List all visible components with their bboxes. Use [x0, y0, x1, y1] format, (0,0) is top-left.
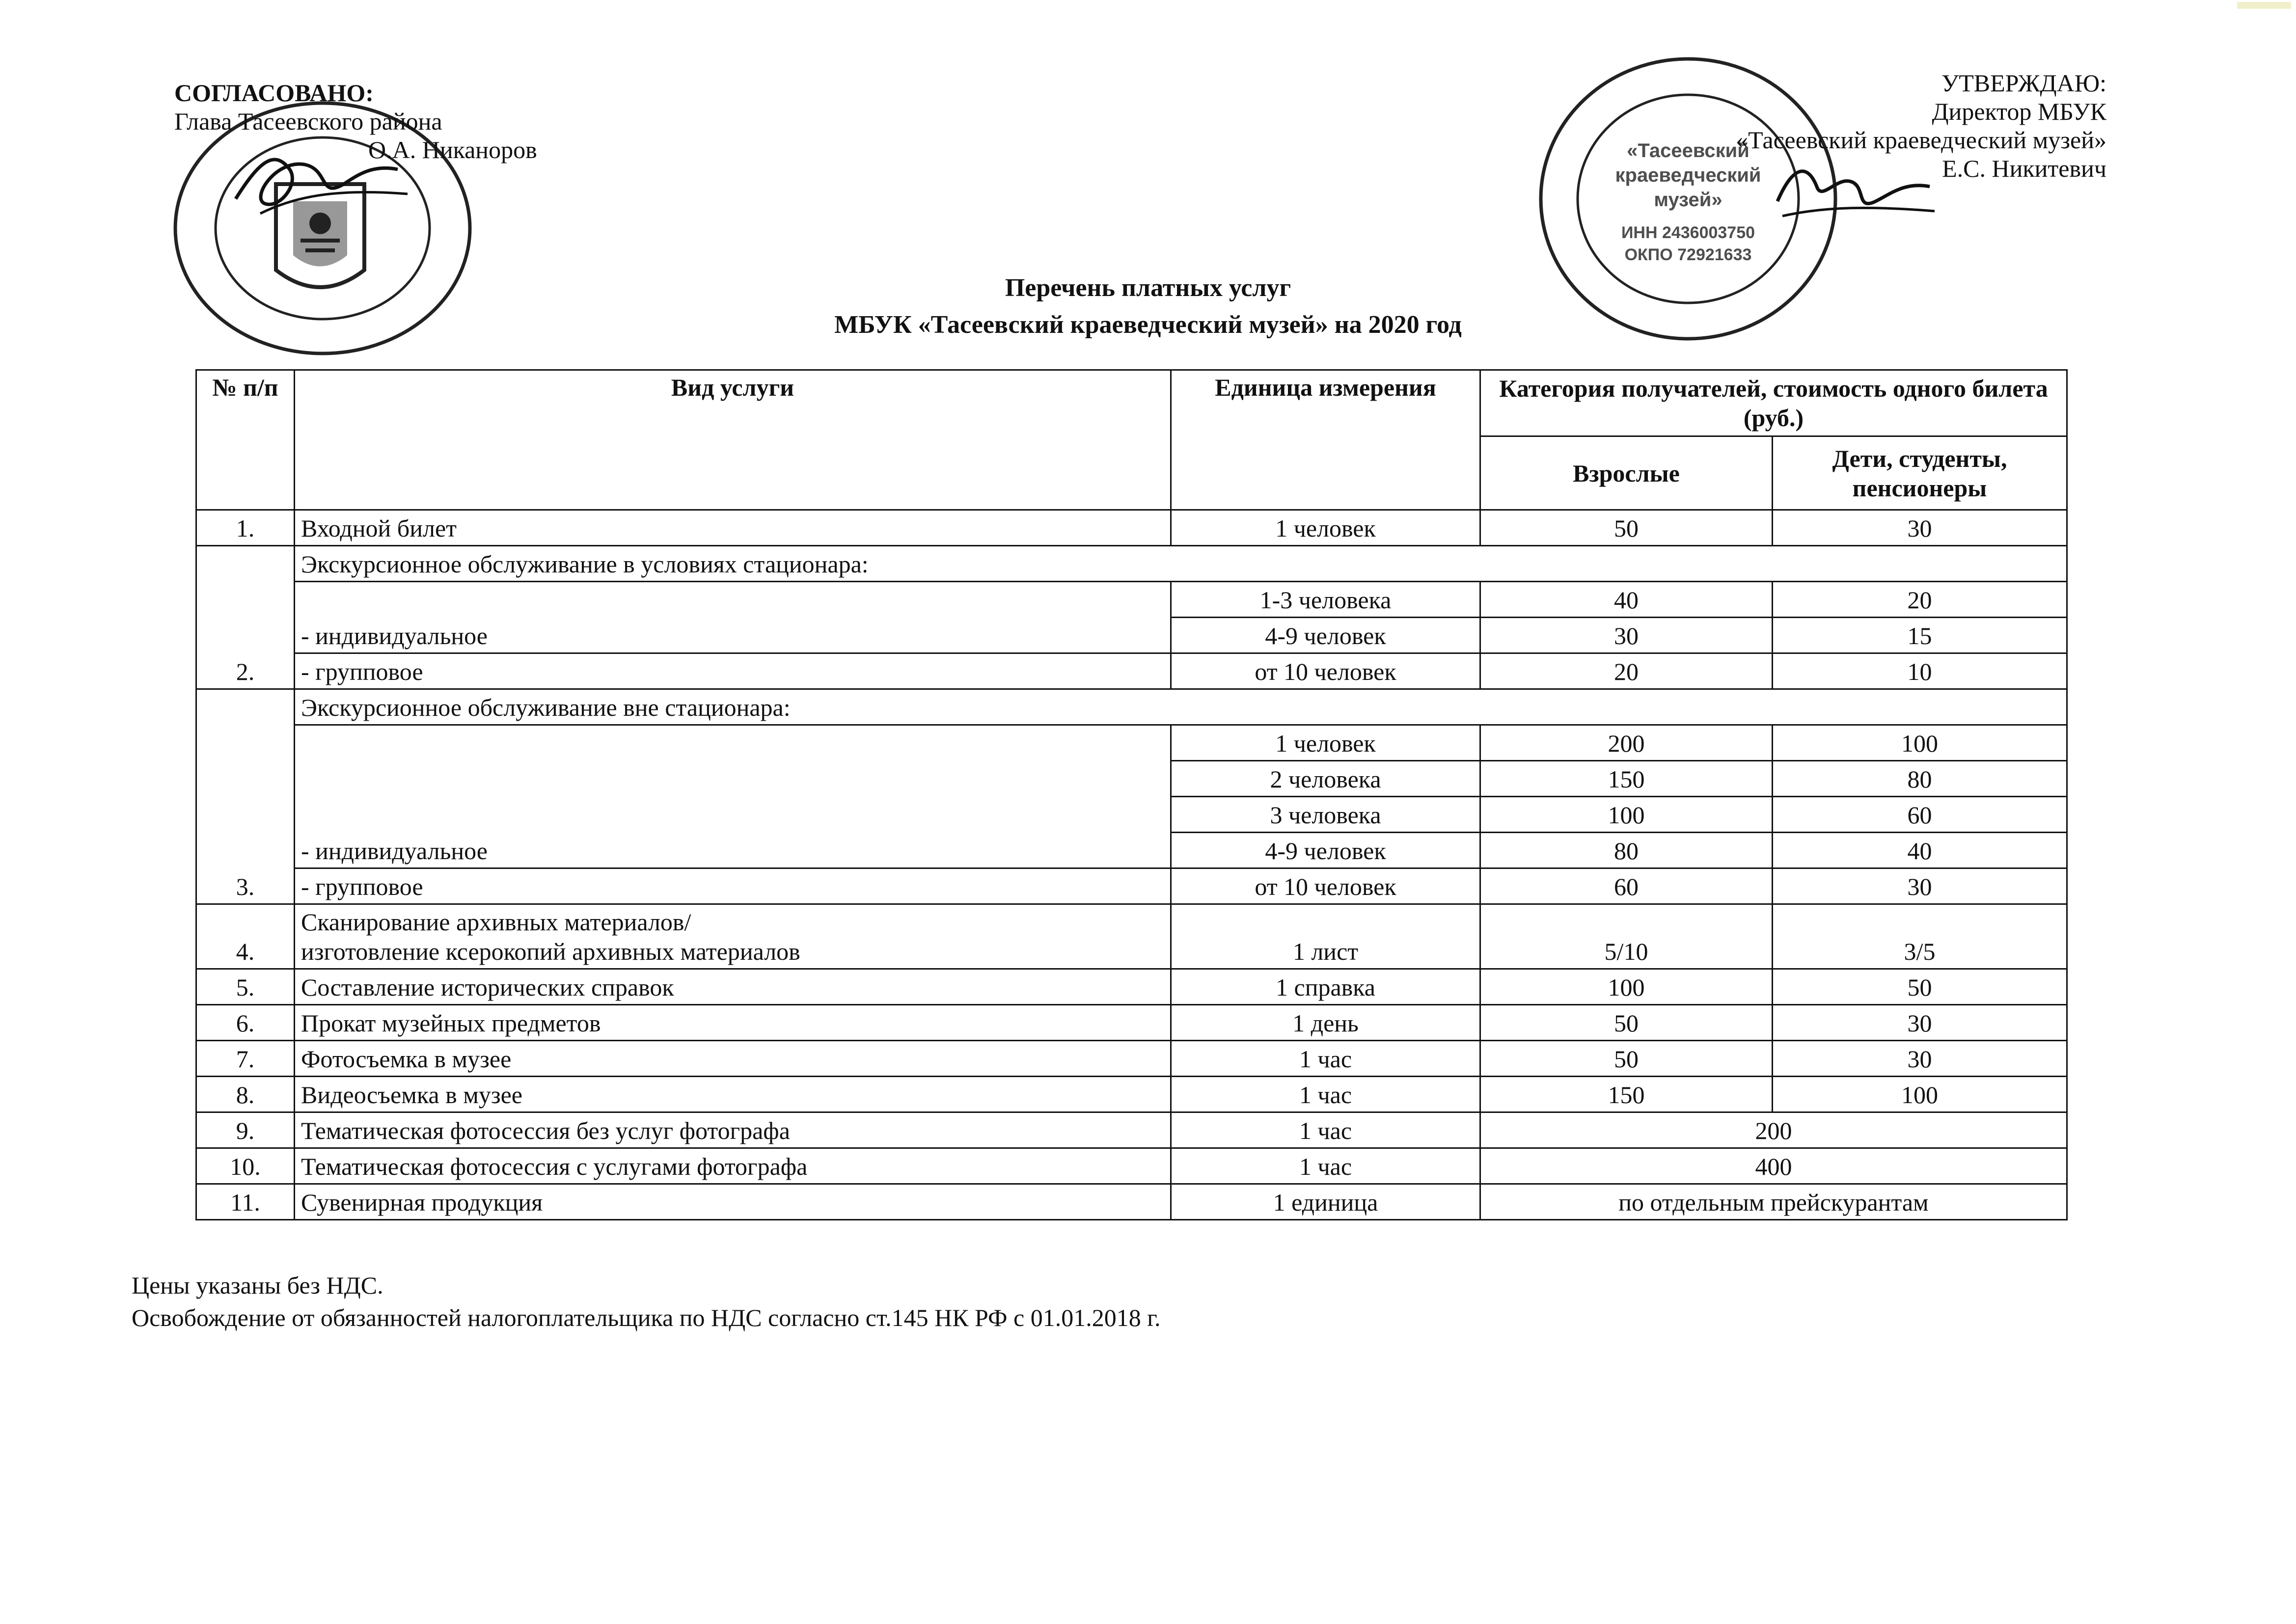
row-unit: 1 справка [1171, 969, 1480, 1005]
row-adults: 30 [1480, 618, 1773, 653]
row-unit: от 10 человек [1171, 868, 1480, 904]
row-num: 6. [196, 1005, 295, 1041]
row-children: 40 [1773, 833, 2067, 868]
row-num: 2. [196, 546, 295, 689]
row-children: 60 [1773, 797, 2067, 833]
approval-left-position: Глава Тасеевского района [174, 108, 442, 135]
approval-right-position: Директор МБУК [1932, 98, 2106, 125]
svg-text:музей»: музей» [1654, 189, 1722, 211]
row-unit: 1 единица [1171, 1184, 1480, 1220]
row-unit: 1 человек [1171, 510, 1480, 546]
table-row [196, 969, 2067, 1005]
header-unit: Единица измерения [1171, 370, 1480, 510]
row-service [295, 904, 1171, 969]
row-service: Видеосъемка в музее [295, 1077, 1171, 1112]
header-num: № п/п [196, 370, 295, 510]
row-num: 8. [196, 1077, 295, 1112]
row-adults: 200 [1480, 725, 1773, 761]
row-num: 11. [196, 1184, 295, 1220]
row-children: 3/5 [1773, 904, 2067, 969]
footer-exemption-note: Освобождение от обязанностей налогоплательщика по НДС согласно ст.145 НК РФ с 01.01.2018 г. [132, 1304, 1161, 1331]
footer-notes [132, 1269, 1161, 1334]
table-row [196, 1112, 2067, 1148]
row-adults: 50 [1480, 510, 1773, 546]
row-num: 4. [196, 904, 295, 969]
row-service: Сувенирная продукция [295, 1184, 1171, 1220]
row-children: 100 [1773, 725, 2067, 761]
approval-left-heading: СОГЛАСОВАНО: [174, 79, 374, 107]
row-service: - групповое [295, 868, 1171, 904]
row-service: Прокат музейных предметов [295, 1005, 1171, 1041]
row-service: - индивидуальное [295, 725, 1171, 868]
table-row [196, 689, 2067, 725]
row-num: 5. [196, 969, 295, 1005]
approval-right [1736, 69, 2106, 183]
row-unit: 1 день [1171, 1005, 1480, 1041]
table-row [196, 653, 2067, 689]
row-num: 3. [196, 689, 295, 904]
row-adults: 40 [1480, 582, 1773, 618]
row-unit: 1 час [1171, 1041, 1480, 1077]
services-price-table [195, 369, 2068, 1220]
row-children: 30 [1773, 1005, 2067, 1041]
row-unit: 1 час [1171, 1077, 1480, 1112]
row-service: - групповое [295, 653, 1171, 689]
row-unit: 2 человека [1171, 761, 1480, 797]
row-service: Тематическая фотосессия без услуг фотографа [295, 1112, 1171, 1148]
row-adults: 60 [1480, 868, 1773, 904]
table-row [196, 725, 2067, 761]
row-adults: 50 [1480, 1041, 1773, 1077]
row-service: Фотосъемка в музее [295, 1041, 1171, 1077]
row-adults: 100 [1480, 969, 1773, 1005]
approval-left-signer: О.А. Никаноров [368, 136, 537, 163]
table-row [196, 1184, 2067, 1220]
svg-text:«Тасеевский: «Тасеевский [1627, 140, 1749, 162]
row-children: 80 [1773, 761, 2067, 797]
scan-corner-mark [2237, 2, 2291, 9]
header-category: Категория получателей, стоимость одного билета (руб.) [1480, 370, 2067, 436]
row-price: 400 [1480, 1148, 2067, 1184]
table-header-row [196, 370, 2067, 436]
row-num: 7. [196, 1041, 295, 1077]
table-row [196, 904, 2067, 969]
row-unit: 3 человека [1171, 797, 1480, 833]
row-unit: 1 лист [1171, 904, 1480, 969]
row-children: 15 [1773, 618, 2067, 653]
row-children: 50 [1773, 969, 2067, 1005]
row-price: 200 [1480, 1112, 2067, 1148]
row-unit: 4-9 человек [1171, 618, 1480, 653]
table-row [196, 582, 2067, 618]
row-children: 30 [1773, 868, 2067, 904]
row-service-line1: Сканирование архивных материалов/ [301, 908, 691, 936]
table-row [196, 510, 2067, 546]
row-children: 20 [1773, 582, 2067, 618]
row-children: 100 [1773, 1077, 2067, 1112]
row-unit: 1 человек [1171, 725, 1480, 761]
row-children: 10 [1773, 653, 2067, 689]
row-unit: 4-9 человек [1171, 833, 1480, 868]
approval-right-heading: УТВЕРЖДАЮ: [1941, 69, 2106, 97]
row-adults: 150 [1480, 1077, 1773, 1112]
header-adults: Взрослые [1480, 436, 1773, 510]
document-title: Перечень платных услуг [1005, 274, 1291, 302]
document-subtitle: МБУК «Тасеевский краеведческий музей» на 2020 год [834, 311, 1462, 339]
approval-right-organization: «Тасеевский краеведческий музей» [1736, 126, 2106, 154]
table-row [196, 1077, 2067, 1112]
table-row [196, 1148, 2067, 1184]
row-num: 1. [196, 510, 295, 546]
row-service: - индивидуальное [295, 582, 1171, 653]
approval-left [174, 79, 537, 164]
row-children: 30 [1773, 510, 2067, 546]
row-service: Составление исторических справок [295, 969, 1171, 1005]
row-section-title: Экскурсионное обслуживание вне стационара: [295, 689, 2067, 725]
svg-text:краеведческий: краеведческий [1615, 164, 1761, 186]
row-service: Входной билет [295, 510, 1171, 546]
table-row [196, 1041, 2067, 1077]
row-service-line2: изготовление ксерокопий архивных материалов [301, 938, 800, 965]
row-price: по отдельным прейскурантам [1480, 1184, 2067, 1220]
header-children: Дети, студенты, пенсионеры [1773, 436, 2067, 510]
table-row [196, 868, 2067, 904]
row-service: Тематическая фотосессия с услугами фотографа [295, 1148, 1171, 1184]
row-unit: от 10 человек [1171, 653, 1480, 689]
row-adults: 100 [1480, 797, 1773, 833]
row-adults: 5/10 [1480, 904, 1773, 969]
approval-right-signer: Е.С. Никитевич [1942, 155, 2106, 182]
footer-vat-note: Цены указаны без НДС. [132, 1272, 383, 1299]
row-adults: 80 [1480, 833, 1773, 868]
table-row [196, 1005, 2067, 1041]
table-row [196, 546, 2067, 582]
row-unit: 1-3 человека [1171, 582, 1480, 618]
row-unit: 1 час [1171, 1112, 1480, 1148]
row-adults: 50 [1480, 1005, 1773, 1041]
row-unit: 1 час [1171, 1148, 1480, 1184]
svg-text:ИНН 2436003750: ИНН 2436003750 [1621, 223, 1755, 242]
row-num: 9. [196, 1112, 295, 1148]
row-section-title: Экскурсионное обслуживание в условиях стационара: [295, 546, 2067, 582]
header-service: Вид услуги [295, 370, 1171, 510]
row-adults: 150 [1480, 761, 1773, 797]
row-num: 10. [196, 1148, 295, 1184]
svg-text:ОКПО 72921633: ОКПО 72921633 [1624, 245, 1752, 264]
row-adults: 20 [1480, 653, 1773, 689]
row-children: 30 [1773, 1041, 2067, 1077]
